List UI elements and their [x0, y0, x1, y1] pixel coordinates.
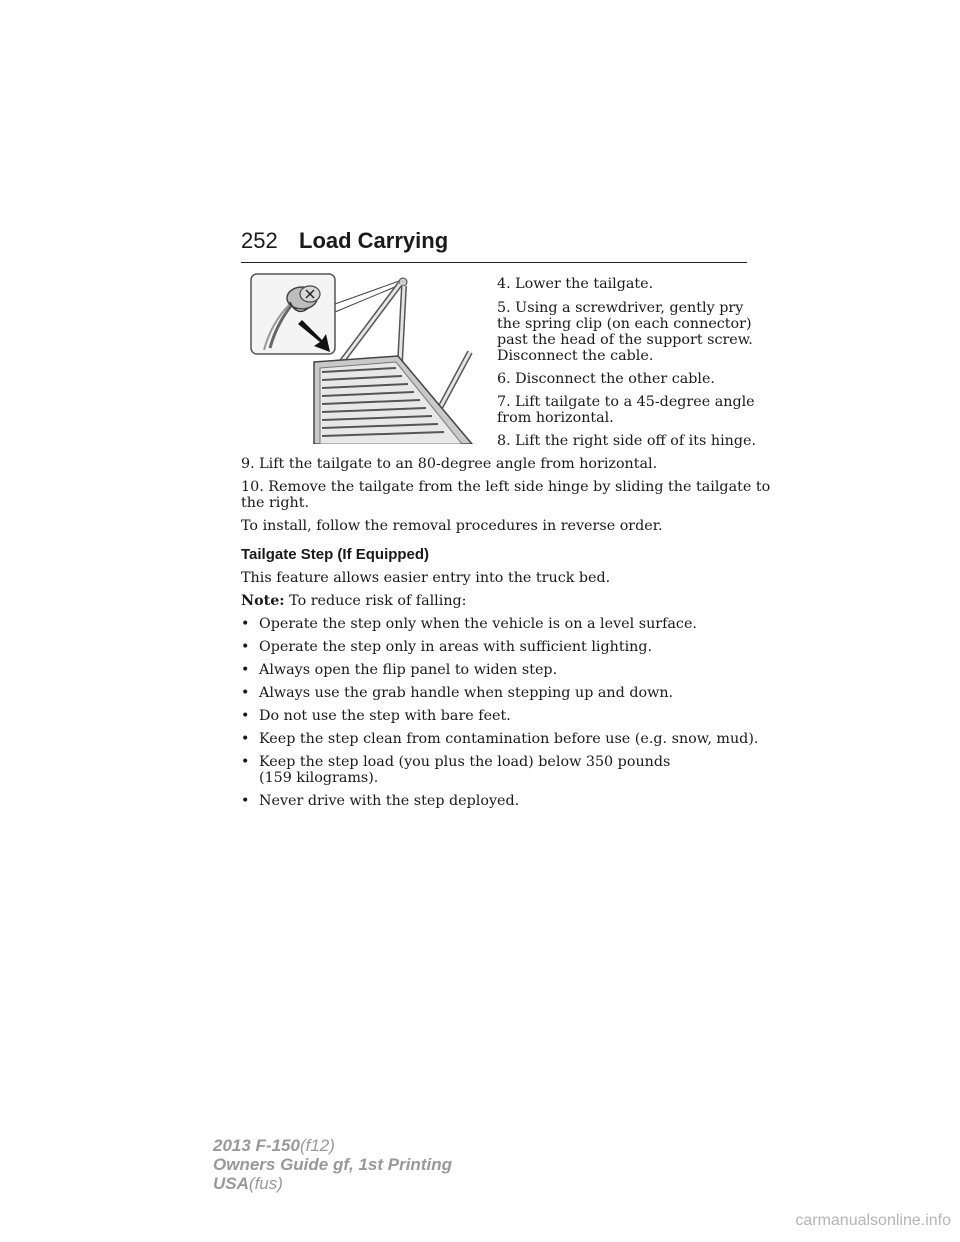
footer-model-code: (f12)	[299, 1136, 335, 1155]
intro-text: This feature allows easier entry into the truck bed.	[241, 570, 611, 586]
step-9: 9. Lift the tailgate to an 80-degree angle from horizontal.	[241, 456, 658, 472]
note-label: Note:	[241, 593, 285, 609]
bullet-item: Keep the step clean from contamination before use (e.g. snow, mud).	[259, 731, 759, 747]
bullet-dot: •	[241, 793, 250, 809]
step-5-line-4: Disconnect the cable.	[497, 348, 654, 364]
bullet-item-continuation: (159 kilograms).	[259, 770, 379, 786]
bullet-item: Operate the step only in areas with sufficient lighting.	[259, 639, 653, 655]
step-7-line-1: 7. Lift tailgate to a 45-degree angle	[497, 394, 755, 410]
bullet-item: Do not use the step with bare feet.	[259, 708, 511, 724]
bullet-dot: •	[241, 639, 250, 655]
bullet-item: Keep the step load (you plus the load) below 350 pounds	[259, 754, 671, 770]
step-8: 8. Lift the right side off of its hinge.	[497, 433, 757, 449]
section-title: Load Carrying	[299, 228, 449, 253]
step-10-line-1: 10. Remove the tailgate from the left side hinge by sliding the tailgate to	[241, 479, 771, 495]
bullet-item: Always open the flip panel to widen step.	[259, 662, 558, 678]
bullet-dot: •	[241, 685, 250, 701]
footer-model: 2013 F-150	[213, 1136, 300, 1155]
bullet-item: Always use the grab handle when stepping up and down.	[259, 685, 674, 701]
footer-region-code: (fus)	[248, 1174, 283, 1193]
step-4: 4. Lower the tailgate.	[497, 276, 654, 292]
step-5-line-3: past the head of the support screw.	[497, 332, 753, 348]
bullet-dot: •	[241, 616, 250, 632]
bullet-dot: •	[241, 662, 250, 678]
step-10-line-2: the right.	[241, 495, 310, 511]
document-footer	[213, 1136, 452, 1193]
step-6: 6. Disconnect the other cable.	[497, 371, 715, 387]
page-number: 252	[241, 228, 278, 253]
bullet-dot: •	[241, 708, 250, 724]
step-5-line-2: the spring clip (on each connector)	[497, 316, 752, 332]
bullet-dot: •	[241, 754, 250, 770]
note	[241, 593, 467, 609]
bullet-dot: •	[241, 731, 250, 747]
step-7-line-2: from horizontal.	[497, 410, 614, 426]
note-text: To reduce risk of falling:	[289, 593, 467, 609]
subheading-tailgate-step: Tailgate Step (If Equipped)	[241, 546, 430, 563]
footer-guide: Owners Guide gf, 1st Printing	[213, 1155, 452, 1174]
tailgate-support-cable-illustration	[250, 268, 485, 444]
install-instruction: To install, follow the removal procedures in reverse order.	[241, 518, 663, 534]
bullet-item: Never drive with the step deployed.	[259, 793, 520, 809]
step-5-line-1: 5. Using a screwdriver, gently pry	[497, 300, 744, 316]
watermark: carmanualsonline.info	[795, 1212, 951, 1229]
page-header	[241, 228, 747, 263]
footer-region: USA	[213, 1174, 249, 1193]
bullet-item: Operate the step only when the vehicle is on a level surface.	[259, 616, 697, 632]
